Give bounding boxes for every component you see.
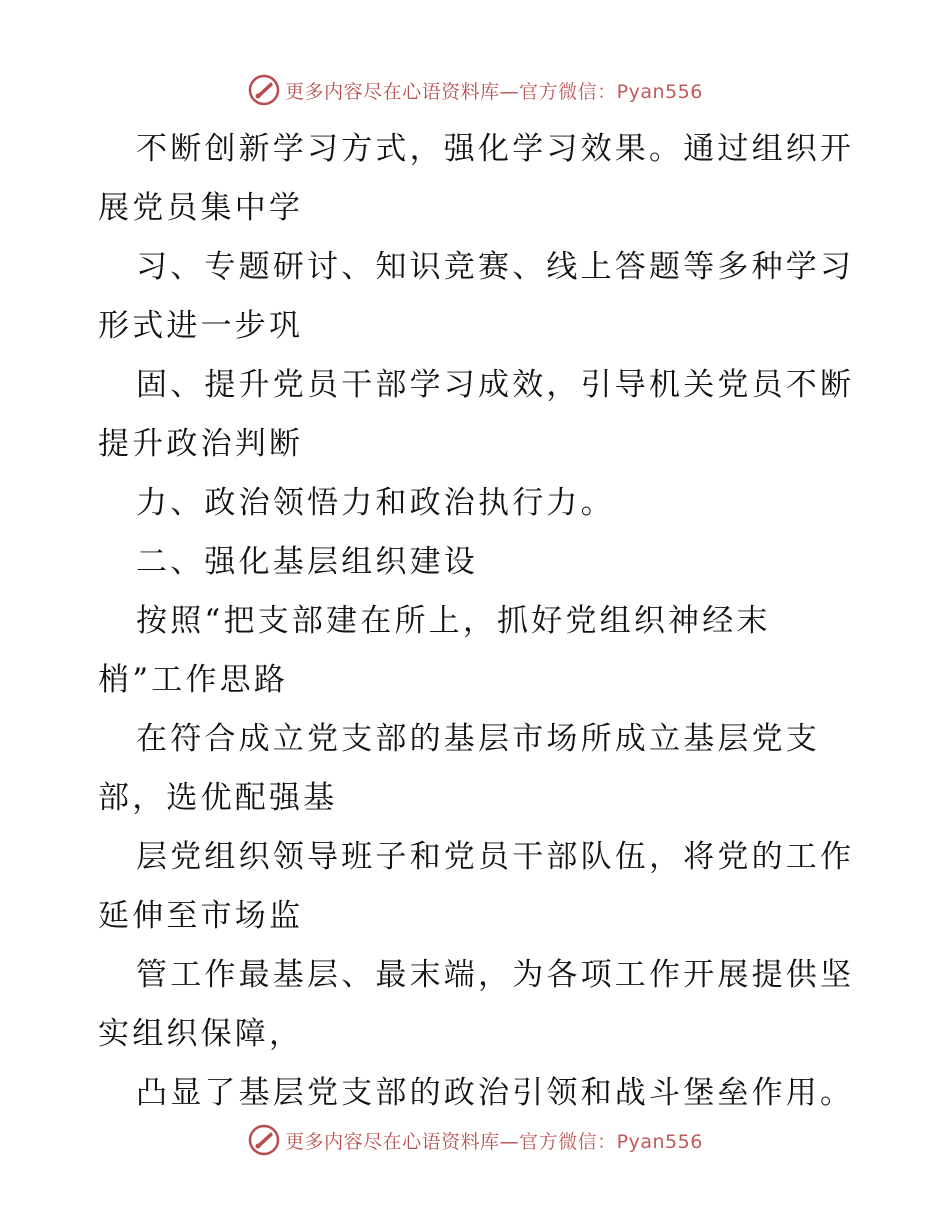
paragraph: 不断创新学习方式，强化学习效果。通过组织开展党员集中学 — [98, 131, 855, 226]
paragraph: 习、专题研讨、知识竞赛、线上答题等多种学习形式进一步巩 — [98, 249, 855, 344]
paragraph: 按照“把支部建在所上，抓好党组织神经末梢”工作思路 — [98, 603, 771, 698]
header-banner — [0, 70, 950, 110]
logo-icon — [247, 73, 281, 107]
paragraph: 层党组织领导班子和党员干部队伍，将党的工作延伸至市场监 — [98, 839, 855, 934]
footer-banner — [0, 1120, 950, 1160]
paragraph: 凸显了基层党支部的政治引领和战斗堡垒作用。 — [136, 1075, 855, 1111]
header-banner-text: 更多内容尽在心语资料库 — [285, 80, 500, 103]
footer-dash: — — [499, 1130, 520, 1153]
paragraph: 管工作最基层、最末端，为各项工作开展提供坚实组织保障， — [98, 957, 855, 1052]
logo-icon — [247, 1123, 281, 1157]
footer-banner-text: 更多内容尽在心语资料库 — [285, 1130, 500, 1153]
footer-contact: 官方微信：Pyan556 — [519, 1130, 703, 1153]
paragraph: 在符合成立党支部的基层市场所成立基层党支部，选优配强基 — [98, 721, 820, 816]
header-contact: 官方微信：Pyan556 — [519, 80, 703, 103]
document-body — [98, 120, 858, 1123]
section-heading: 二、强化基层组织建设 — [136, 544, 478, 580]
paragraph: 力、政治领悟力和政治执行力。 — [136, 485, 615, 521]
paragraph: 固、提升党员干部学习成效，引导机关党员不断提升政治判断 — [98, 367, 855, 462]
header-dash: — — [499, 80, 520, 103]
